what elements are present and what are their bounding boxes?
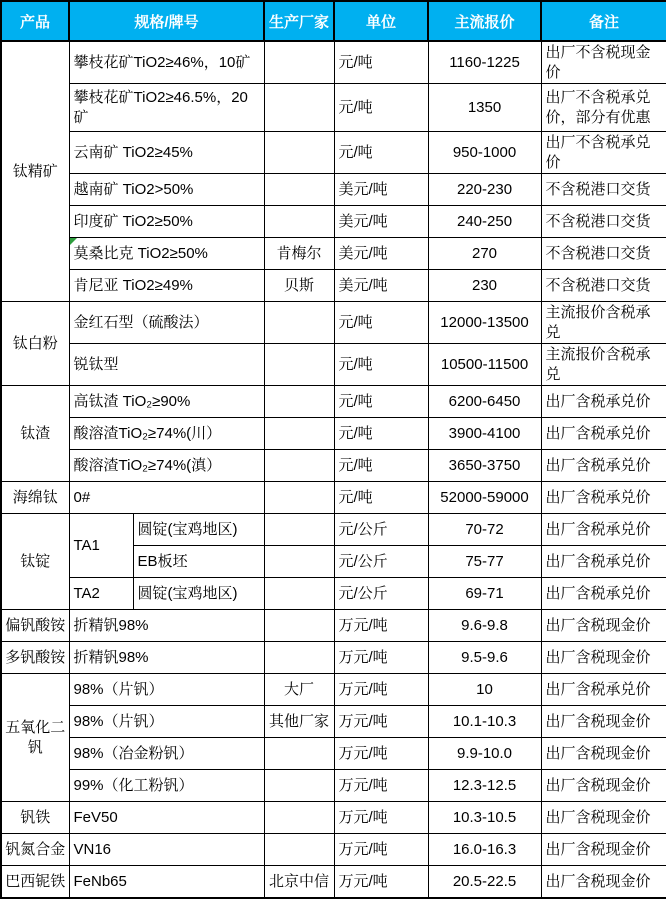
table-row <box>1 238 666 270</box>
remark-cell: 出厂含税承兑价 <box>541 418 666 450</box>
price-cell: 10500-11500 <box>428 344 541 386</box>
col-header-unit: 单位 <box>334 1 428 41</box>
table-row <box>1 302 666 344</box>
manufacturer-cell <box>264 206 334 238</box>
table-row <box>1 270 666 302</box>
unit-cell: 美元/吨 <box>334 174 428 206</box>
spec-cell: 金红石型（硫酸法） <box>69 302 264 344</box>
price-cell: 9.6-9.8 <box>428 610 541 642</box>
product-cell: 多钒酸铵 <box>1 642 69 674</box>
unit-cell: 万元/吨 <box>334 674 428 706</box>
remark-cell: 出厂不含税现金价 <box>541 41 666 84</box>
spec-cell: 越南矿 TiO2>50% <box>69 174 264 206</box>
spec-cell: 圆锭(宝鸡地区) <box>133 514 264 546</box>
col-header-product: 产品 <box>1 1 69 41</box>
unit-cell: 元/吨 <box>334 84 428 132</box>
manufacturer-cell <box>264 738 334 770</box>
unit-cell: 元/公斤 <box>334 578 428 610</box>
unit-cell: 万元/吨 <box>334 610 428 642</box>
table-row <box>1 482 666 514</box>
table-row <box>1 578 666 610</box>
price-cell: 950-1000 <box>428 132 541 174</box>
table-row <box>1 418 666 450</box>
product-cell: 钛锭 <box>1 514 69 610</box>
price-cell: 12000-13500 <box>428 302 541 344</box>
table-row <box>1 642 666 674</box>
manufacturer-cell <box>264 41 334 84</box>
unit-cell: 万元/吨 <box>334 706 428 738</box>
price-cell: 3900-4100 <box>428 418 541 450</box>
table-row <box>1 344 666 386</box>
manufacturer-cell <box>264 344 334 386</box>
remark-cell: 出厂含税现金价 <box>541 642 666 674</box>
table-row <box>1 738 666 770</box>
manufacturer-cell <box>264 132 334 174</box>
unit-cell: 美元/吨 <box>334 238 428 270</box>
unit-cell: 元/公斤 <box>334 546 428 578</box>
spec-cell: 攀枝花矿TiO2≥46.5%，20矿 <box>69 84 264 132</box>
remark-cell: 出厂含税承兑价 <box>541 482 666 514</box>
price-cell: 20.5-22.5 <box>428 866 541 898</box>
product-cell: 钒铁 <box>1 802 69 834</box>
price-cell: 1350 <box>428 84 541 132</box>
table-row <box>1 132 666 174</box>
table-row <box>1 834 666 866</box>
manufacturer-cell <box>264 386 334 418</box>
manufacturer-cell <box>264 546 334 578</box>
table-row <box>1 84 666 132</box>
price-cell: 270 <box>428 238 541 270</box>
spec-cell: 肯尼亚 TiO2≥49% <box>69 270 264 302</box>
unit-cell: 元/吨 <box>334 41 428 84</box>
unit-cell: 美元/吨 <box>334 206 428 238</box>
remark-cell: 出厂含税现金价 <box>541 770 666 802</box>
unit-cell: 元/吨 <box>334 302 428 344</box>
price-cell: 10.1-10.3 <box>428 706 541 738</box>
remark-cell: 出厂含税承兑价 <box>541 578 666 610</box>
unit-cell: 元/吨 <box>334 450 428 482</box>
price-cell: 220-230 <box>428 174 541 206</box>
remark-cell: 出厂含税现金价 <box>541 610 666 642</box>
spec-cell: FeNb65 <box>69 866 264 898</box>
spec-cell: 云南矿 TiO2≥45% <box>69 132 264 174</box>
price-cell: 9.5-9.6 <box>428 642 541 674</box>
price-cell: 9.9-10.0 <box>428 738 541 770</box>
table-row <box>1 866 666 898</box>
unit-cell: 元/吨 <box>334 386 428 418</box>
manufacturer-cell <box>264 514 334 546</box>
price-cell: 10.3-10.5 <box>428 802 541 834</box>
unit-cell: 万元/吨 <box>334 866 428 898</box>
spec-cell: 98%（片钒） <box>69 674 264 706</box>
remark-cell: 出厂含税承兑价 <box>541 386 666 418</box>
price-cell: 230 <box>428 270 541 302</box>
spec-cell: EB板坯 <box>133 546 264 578</box>
unit-cell: 元/吨 <box>334 344 428 386</box>
price-cell: 69-71 <box>428 578 541 610</box>
remark-cell: 主流报价含税承兑 <box>541 344 666 386</box>
price-cell: 70-72 <box>428 514 541 546</box>
spec-cell <box>69 238 264 270</box>
remark-cell: 不含税港口交货 <box>541 238 666 270</box>
unit-cell: 美元/吨 <box>334 270 428 302</box>
remark-cell: 出厂含税承兑价 <box>541 450 666 482</box>
header-row <box>1 1 666 41</box>
manufacturer-cell <box>264 642 334 674</box>
manufacturer-cell <box>264 610 334 642</box>
product-cell: 钛精矿 <box>1 41 69 302</box>
remark-cell: 不含税港口交货 <box>541 206 666 238</box>
spec-cell: 酸溶渣TiO₂≥74%(川） <box>69 418 264 450</box>
price-cell: 3650-3750 <box>428 450 541 482</box>
col-header-price: 主流报价 <box>428 1 541 41</box>
remark-cell: 不含税港口交货 <box>541 270 666 302</box>
remark-cell: 出厂含税现金价 <box>541 866 666 898</box>
table-row <box>1 770 666 802</box>
spec-cell: 98%（冶金粉钒） <box>69 738 264 770</box>
product-cell: 五氧化二钒 <box>1 674 69 802</box>
remark-cell: 出厂含税现金价 <box>541 738 666 770</box>
manufacturer-cell <box>264 84 334 132</box>
table-row <box>1 674 666 706</box>
unit-cell: 元/吨 <box>334 418 428 450</box>
spec-cell: 锐钛型 <box>69 344 264 386</box>
product-cell: 钛白粉 <box>1 302 69 386</box>
remark-cell: 出厂含税现金价 <box>541 802 666 834</box>
spec-cell: 99%（化工粉钒） <box>69 770 264 802</box>
manufacturer-cell: 大厂 <box>264 674 334 706</box>
manufacturer-cell <box>264 174 334 206</box>
remark-cell: 出厂含税承兑价 <box>541 674 666 706</box>
manufacturer-cell <box>264 302 334 344</box>
unit-cell: 万元/吨 <box>334 802 428 834</box>
product-cell: 钛渣 <box>1 386 69 482</box>
spec-cell: 酸溶渣TiO₂≥74%(滇） <box>69 450 264 482</box>
unit-cell: 元/吨 <box>334 482 428 514</box>
manufacturer-cell <box>264 482 334 514</box>
manufacturer-cell <box>264 834 334 866</box>
remark-cell: 出厂不含税承兑价 <box>541 132 666 174</box>
table-row <box>1 450 666 482</box>
manufacturer-cell <box>264 770 334 802</box>
spec-cell: 印度矿 TiO2≥50% <box>69 206 264 238</box>
remark-cell: 出厂含税承兑价 <box>541 546 666 578</box>
comment-marker-icon <box>70 238 77 245</box>
manufacturer-cell: 肯梅尔 <box>264 238 334 270</box>
unit-cell: 元/吨 <box>334 132 428 174</box>
price-cell: 52000-59000 <box>428 482 541 514</box>
table-row <box>1 610 666 642</box>
spec-cell: FeV50 <box>69 802 264 834</box>
price-cell: 10 <box>428 674 541 706</box>
spec-cell: 折精钒98% <box>69 642 264 674</box>
spec-cell: 折精钒98% <box>69 610 264 642</box>
manufacturer-cell <box>264 578 334 610</box>
manufacturer-cell <box>264 802 334 834</box>
table-row <box>1 386 666 418</box>
product-cell: 巴西铌铁 <box>1 866 69 898</box>
price-cell: 12.3-12.5 <box>428 770 541 802</box>
price-cell: 240-250 <box>428 206 541 238</box>
spec-cell: 0# <box>69 482 264 514</box>
spec-group-cell: TA1 <box>69 514 133 578</box>
table-row <box>1 706 666 738</box>
col-header-spec: 规格/牌号 <box>69 1 264 41</box>
remark-cell: 出厂含税现金价 <box>541 706 666 738</box>
manufacturer-cell <box>264 418 334 450</box>
unit-cell: 万元/吨 <box>334 642 428 674</box>
spec-cell: 攀枝花矿TiO2≥46%，10矿 <box>69 41 264 84</box>
product-cell: 偏钒酸铵 <box>1 610 69 642</box>
spec-cell: 圆锭(宝鸡地区) <box>133 578 264 610</box>
manufacturer-cell: 其他厂家 <box>264 706 334 738</box>
manufacturer-cell: 贝斯 <box>264 270 334 302</box>
price-cell: 16.0-16.3 <box>428 834 541 866</box>
spec-text: 莫桑比克 TiO2≥50% <box>73 244 208 262</box>
remark-cell: 出厂不含税承兑价，部分有优惠 <box>541 84 666 132</box>
remark-cell: 出厂含税现金价 <box>541 834 666 866</box>
spec-cell: 高钛渣 TiO₂≥90% <box>69 386 264 418</box>
product-cell: 钒氮合金 <box>1 834 69 866</box>
table-row <box>1 514 666 546</box>
table-row <box>1 41 666 84</box>
manufacturer-cell: 北京中信 <box>264 866 334 898</box>
remark-cell: 不含税港口交货 <box>541 174 666 206</box>
unit-cell: 元/公斤 <box>334 514 428 546</box>
table-row <box>1 206 666 238</box>
remark-cell: 主流报价含税承兑 <box>541 302 666 344</box>
price-cell: 1160-1225 <box>428 41 541 84</box>
spec-cell: 98%（片钒） <box>69 706 264 738</box>
product-cell: 海绵钛 <box>1 482 69 514</box>
unit-cell: 万元/吨 <box>334 738 428 770</box>
table-row <box>1 174 666 206</box>
price-cell: 75-77 <box>428 546 541 578</box>
col-header-remark: 备注 <box>541 1 666 41</box>
price-cell: 6200-6450 <box>428 386 541 418</box>
spec-cell: VN16 <box>69 834 264 866</box>
unit-cell: 万元/吨 <box>334 834 428 866</box>
remark-cell: 出厂含税承兑价 <box>541 514 666 546</box>
unit-cell: 万元/吨 <box>334 770 428 802</box>
col-header-manufacturer: 生产厂家 <box>264 1 334 41</box>
table-row <box>1 802 666 834</box>
manufacturer-cell <box>264 450 334 482</box>
spec-group-cell: TA2 <box>69 578 133 610</box>
